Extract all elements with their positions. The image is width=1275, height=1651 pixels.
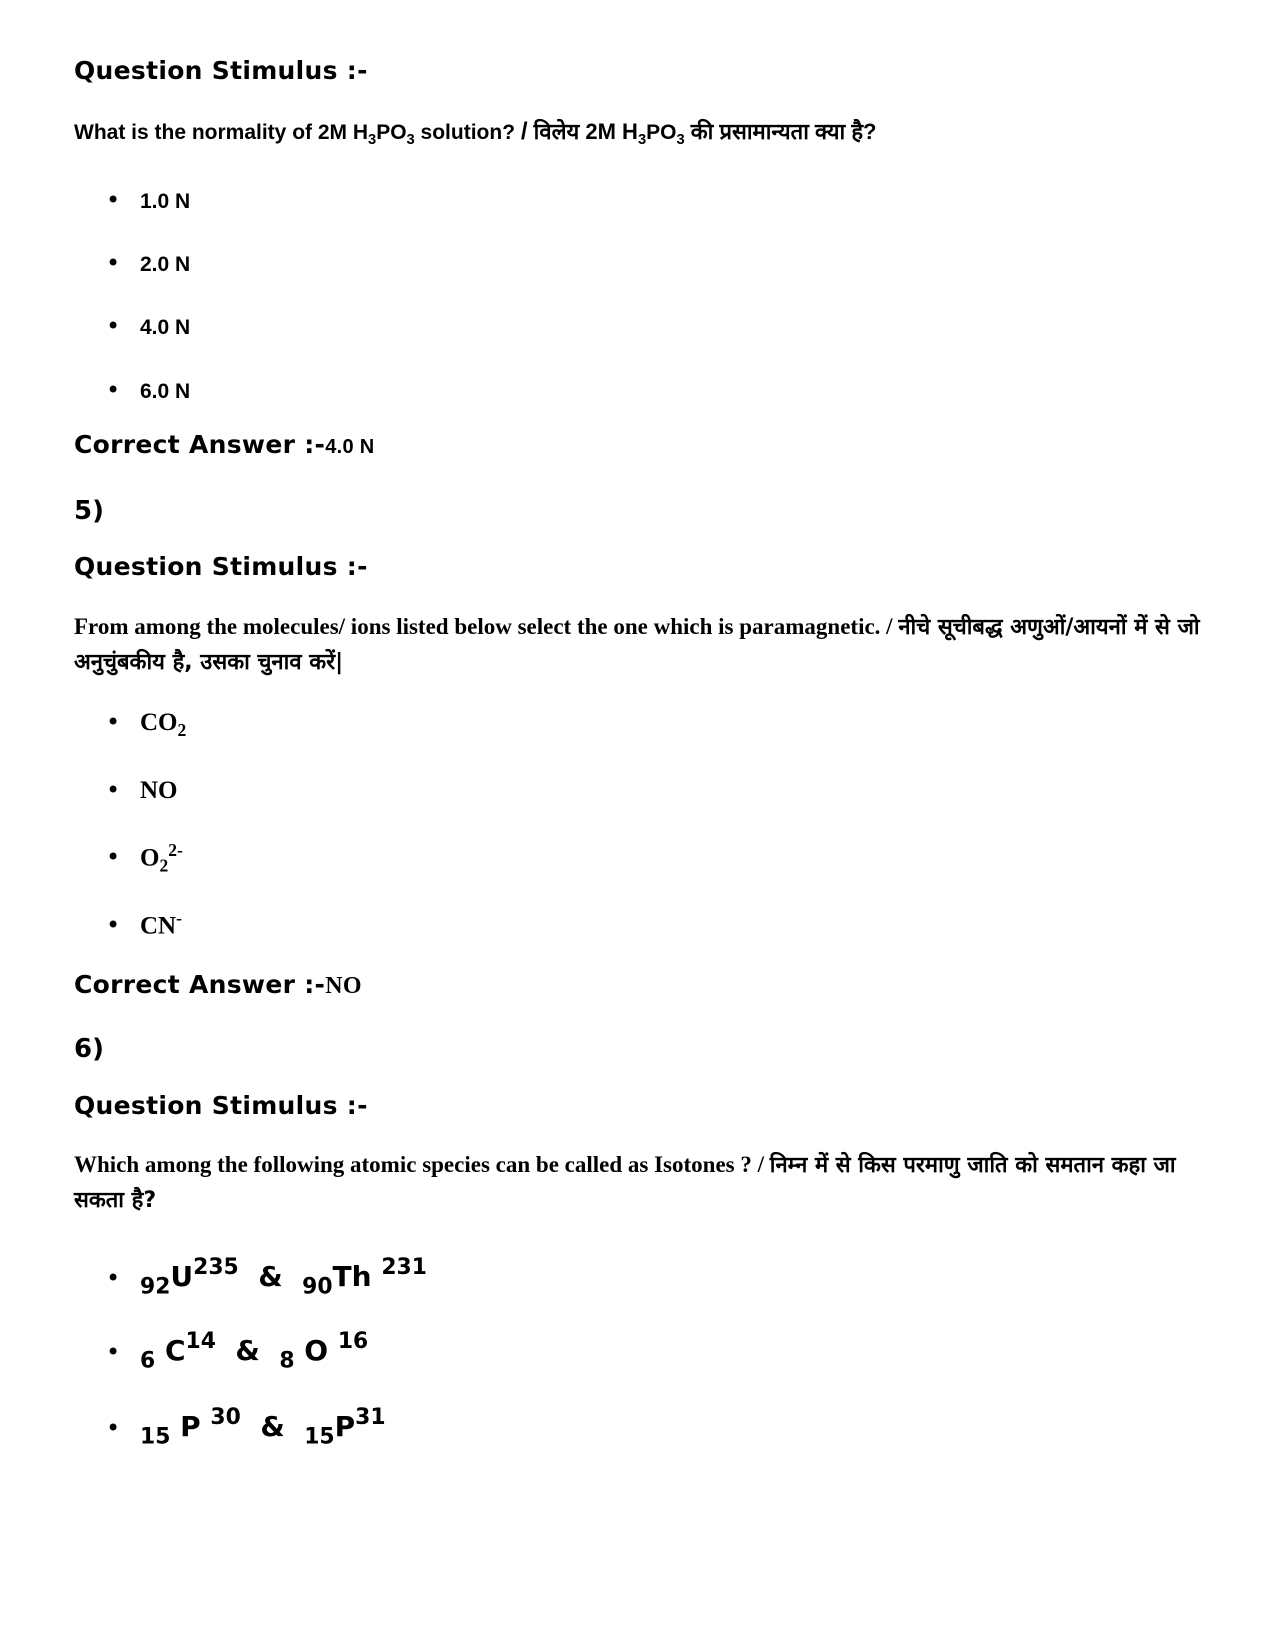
- subscript: 3: [676, 132, 685, 149]
- mass-number: 31: [355, 1405, 386, 1430]
- correct-answer-label: Correct Answer :-: [74, 970, 326, 999]
- atomic-number: 92: [140, 1274, 171, 1300]
- option-text: [140, 709, 186, 741]
- correct-answer: [74, 970, 362, 1000]
- option-item[interactable]: [106, 776, 178, 805]
- question-text-part: solution?: [414, 121, 521, 144]
- stimulus-heading: Question Stimulus :-: [74, 1091, 368, 1120]
- question-text-english: From among the molecules/ ions listed below select the one which is paramagnetic. /: [74, 614, 899, 639]
- ampersand: &: [258, 1260, 283, 1293]
- option-text: 1.0 N: [140, 190, 191, 213]
- atomic-number: 90: [302, 1274, 333, 1300]
- option-text: 2.0 N: [140, 253, 191, 276]
- subscript: 3: [368, 132, 377, 149]
- question-number: 5): [74, 496, 104, 526]
- atomic-number: 8: [279, 1348, 295, 1374]
- stimulus-heading: Question Stimulus :-: [74, 56, 368, 85]
- question-text-hindi: नीचे सूचीबद्ध अणुओं/आयनों में से जो अनुचुंबकीय है, उसका चुनाव करें|: [74, 615, 1200, 675]
- option-text: [140, 908, 182, 940]
- separator: /: [520, 118, 528, 145]
- question-number: 6): [74, 1034, 104, 1064]
- option-text: NO: [140, 777, 178, 804]
- element-symbol: O: [304, 1334, 329, 1367]
- subscript: 2: [159, 855, 169, 876]
- question-text-english: Which among the following atomic species can be called as Isotones ? /: [74, 1152, 770, 1177]
- bullet-icon: •: [106, 776, 121, 804]
- bullet-icon: •: [106, 376, 121, 404]
- element-symbol: P: [334, 1410, 356, 1443]
- stimulus-heading: Question Stimulus :-: [74, 552, 368, 581]
- correct-answer: [74, 430, 375, 459]
- mass-number: 30: [210, 1405, 241, 1430]
- bullet-icon: •: [106, 1264, 121, 1292]
- option-item[interactable]: [106, 708, 186, 741]
- option-item[interactable]: [106, 186, 190, 214]
- bullet-icon: •: [106, 1414, 121, 1442]
- subscript: 3: [637, 132, 647, 149]
- element-symbol: C: [164, 1334, 186, 1367]
- option-item[interactable]: [106, 1255, 427, 1300]
- option-item[interactable]: [106, 1405, 386, 1450]
- superscript: 2-: [168, 840, 183, 860]
- subscript: 2: [177, 720, 187, 740]
- question-text-hindi: की प्रसामान्यता क्या है?: [684, 119, 877, 144]
- question-text-part: PO: [646, 121, 677, 144]
- correct-answer-value: 4.0 N: [325, 436, 375, 458]
- bullet-icon: •: [106, 708, 121, 736]
- question-text-hindi: निम्न में से किस परमाणु जाति को समतान कहा जा सकता है?: [74, 1153, 1176, 1213]
- superscript: -: [176, 908, 182, 928]
- atomic-number: 15: [304, 1424, 335, 1450]
- formula-base: CN: [140, 912, 177, 940]
- bullet-icon: •: [106, 843, 121, 872]
- question-text-part: PO: [376, 121, 407, 144]
- ampersand: &: [260, 1410, 285, 1443]
- mass-number: 16: [337, 1329, 369, 1354]
- option-text: [140, 1405, 386, 1450]
- question-text: [74, 1148, 1204, 1218]
- element-symbol: U: [170, 1260, 194, 1293]
- bullet-icon: •: [106, 1338, 121, 1366]
- option-item[interactable]: [106, 1329, 368, 1374]
- option-text: [140, 840, 183, 876]
- option-text: 6.0 N: [140, 380, 191, 403]
- correct-answer-value: NO: [325, 973, 362, 999]
- option-text: [140, 1329, 368, 1374]
- mass-number: 231: [381, 1255, 427, 1280]
- option-item[interactable]: [106, 840, 183, 876]
- formula-base: CO: [140, 709, 178, 736]
- option-item[interactable]: [106, 908, 182, 940]
- atomic-number: 15: [140, 1424, 171, 1450]
- option-text: [140, 1255, 427, 1300]
- subscript: 3: [406, 132, 415, 149]
- correct-answer-label: Correct Answer :-: [74, 430, 326, 459]
- question-text-part: What is the normality of 2M H: [74, 121, 369, 144]
- mass-number: 235: [193, 1255, 239, 1280]
- bullet-icon: •: [106, 911, 121, 940]
- mass-number: 14: [185, 1329, 216, 1354]
- question-text-hindi: विलेय 2M H: [527, 119, 638, 144]
- formula-base: O: [140, 844, 160, 872]
- question-text: [74, 116, 876, 148]
- option-item[interactable]: [106, 376, 190, 404]
- atomic-number: 6: [140, 1348, 156, 1374]
- option-item[interactable]: [106, 312, 190, 340]
- bullet-icon: •: [106, 312, 121, 340]
- bullet-icon: •: [106, 249, 121, 277]
- bullet-icon: •: [106, 186, 121, 214]
- option-item[interactable]: [106, 249, 190, 277]
- element-symbol: Th: [332, 1260, 372, 1293]
- option-text: 4.0 N: [140, 316, 191, 339]
- ampersand: &: [235, 1334, 260, 1367]
- element-symbol: P: [180, 1410, 201, 1443]
- question-text: [74, 610, 1204, 680]
